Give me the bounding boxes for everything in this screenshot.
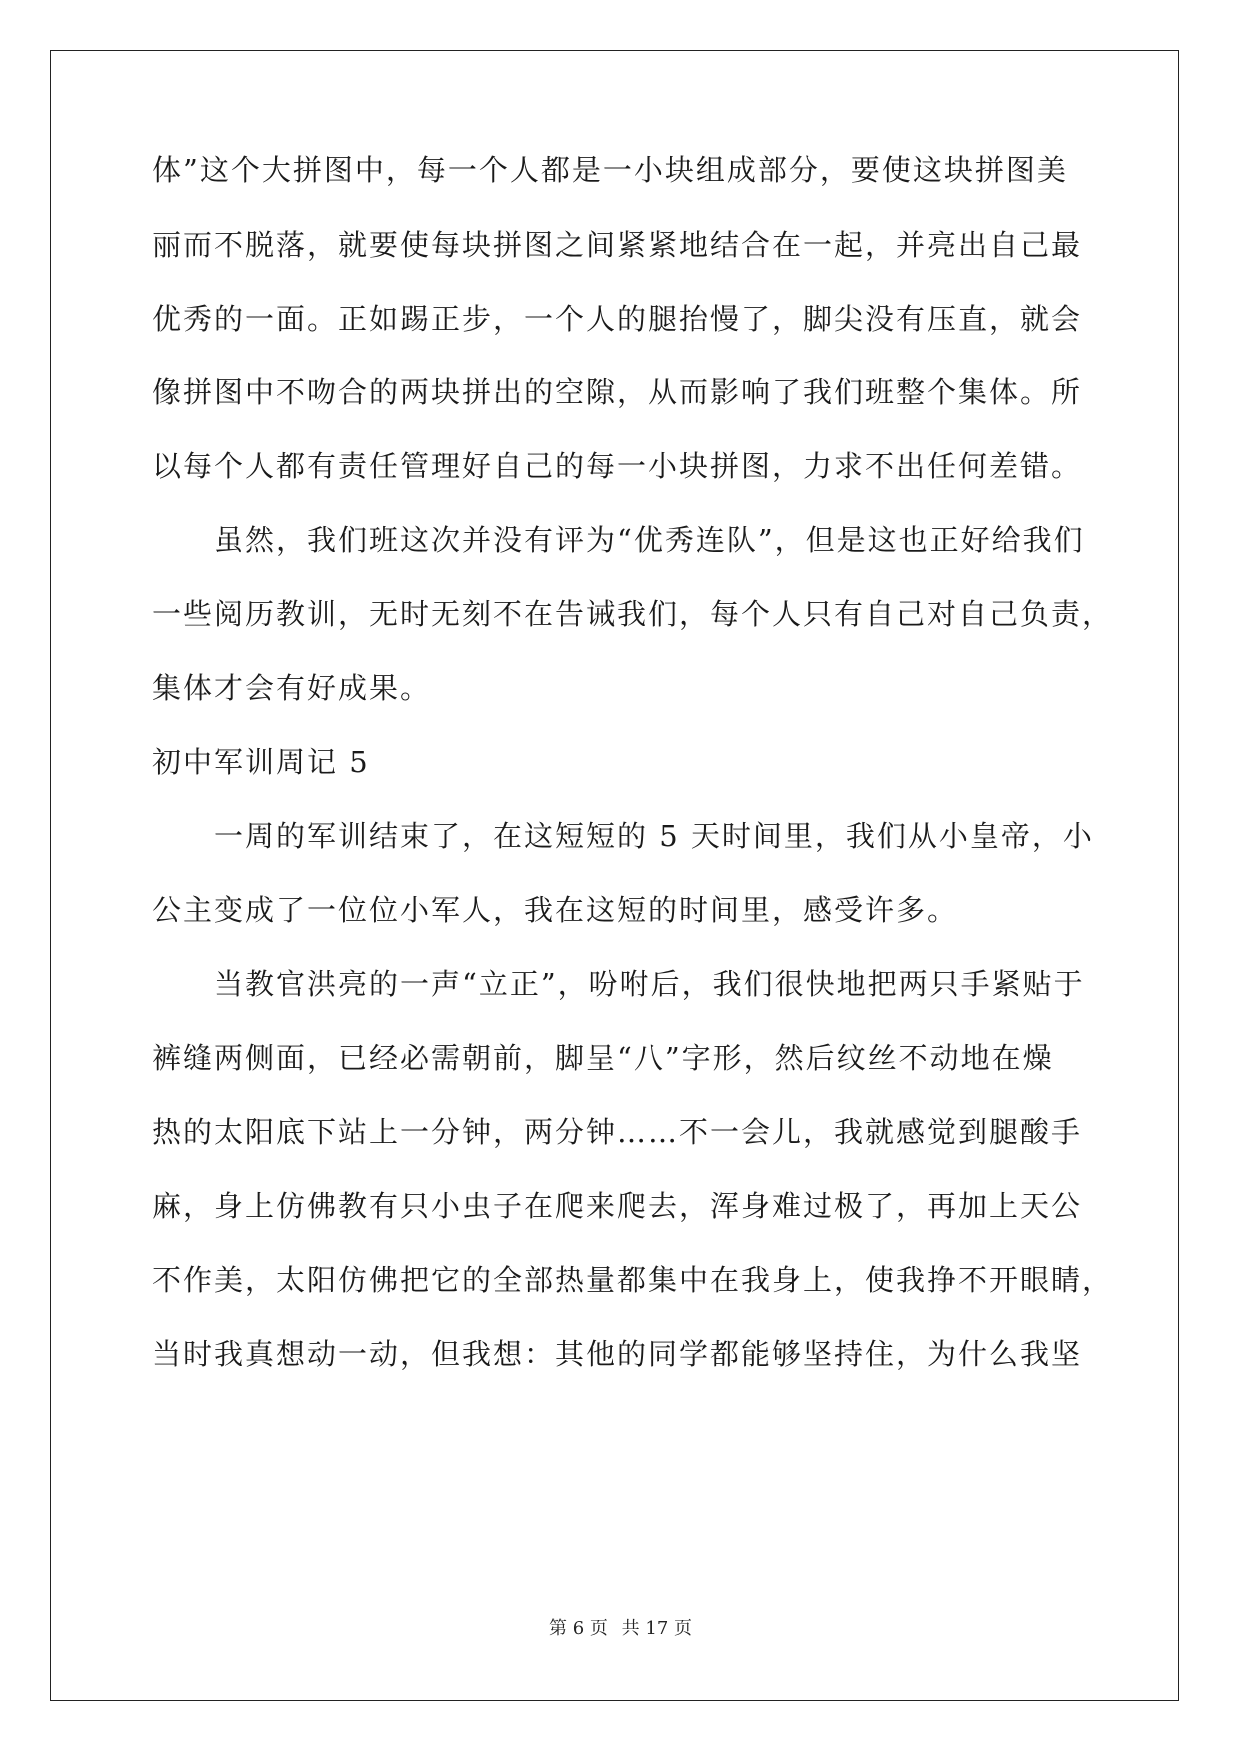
text-line: 丽而不脱落，就要使每块拼图之间紧紧地结合在一起，并亮出自己最 xyxy=(152,228,1083,262)
text-line: 当教官洪亮的一声“立正”，吩咐后，我们很快地把两只手紧贴于 xyxy=(214,967,1085,1001)
text-line: 公主变成了一位位小军人，我在这短的时间里，感受许多。 xyxy=(152,893,959,927)
text-line: 一些阅历教训，无时无刻不在告诫我们，每个人只有自己对自己负责， xyxy=(152,597,1114,631)
text-line: 当时我真想动一动，但我想：其他的同学都能够坚持住，为什么我坚 xyxy=(152,1337,1083,1371)
text-line: 以每个人都有责任管理好自己的每一小块拼图，力求不出任何差错。 xyxy=(152,449,1083,483)
text-line: 热的太阳底下站上一分钟，两分钟……不一会儿，我就感觉到腿酸手 xyxy=(152,1115,1083,1149)
page-border xyxy=(50,50,1179,1701)
page-number: 第 6 页 xyxy=(549,1618,608,1639)
text-line: 不作美，太阳仿佛把它的全部热量都集中在我身上，使我挣不开眼睛， xyxy=(152,1263,1114,1297)
page-footer xyxy=(0,1617,1241,1641)
section-heading: 初中军训周记 5 xyxy=(152,745,370,779)
text-line: 像拼图中不吻合的两块拼出的空隙，从而影响了我们班整个集体。所 xyxy=(152,375,1083,409)
text-line: 裤缝两侧面，已经必需朝前，脚呈“八”字形，然后纹丝不动地在燥 xyxy=(152,1041,1054,1075)
text-line: 麻，身上仿佛教有只小虫子在爬来爬去，浑身难过极了，再加上天公 xyxy=(152,1189,1083,1223)
page-total: 共 17 页 xyxy=(621,1618,692,1639)
text-line: 集体才会有好成果。 xyxy=(152,671,432,705)
text-line: 一周的军训结束了，在这短短的 5 天时间里，我们从小皇帝，小 xyxy=(214,819,1094,853)
text-line: 体”这个大拼图中，每一个人都是一小块组成部分，要使这块拼图美 xyxy=(152,153,1068,187)
text-line: 优秀的一面。正如踢正步，一个人的腿抬慢了，脚尖没有压直，就会 xyxy=(152,302,1083,336)
text-line: 虽然，我们班这次并没有评为“优秀连队”，但是这也正好给我们 xyxy=(214,523,1085,557)
